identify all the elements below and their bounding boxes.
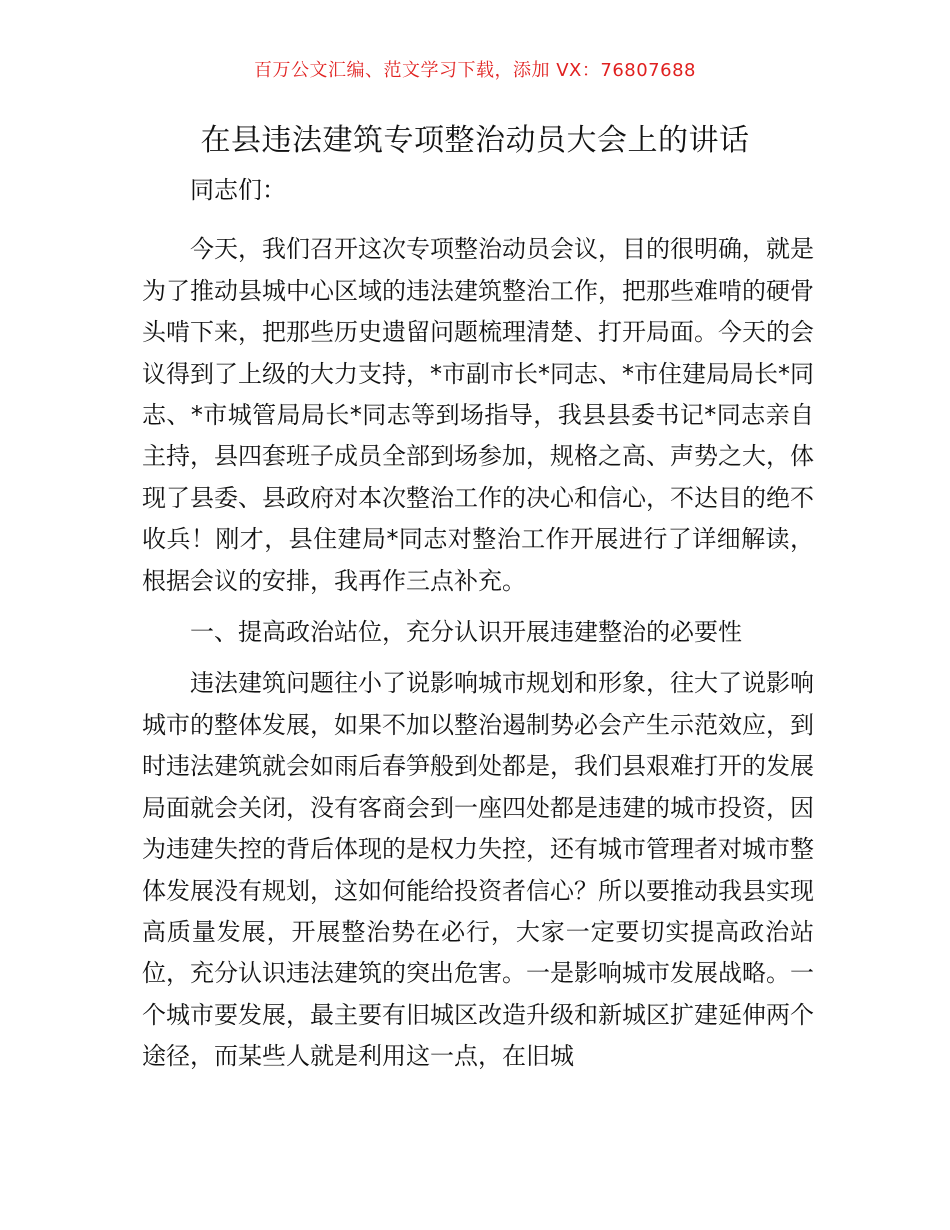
body-paragraph: 今天，我们召开这次专项整治动员会议，目的很明确，就是为了推动县城中心区域的违法建筑整治工作，把那些难啃的硬骨头啃下来，把那些历史遗留问题梳理清楚、打开局面。今天的会议得到了上级的大力支持，*市副市长*同志、*市住建局局长*同志、*市城管局局长*同志等到场指导，我县县委书记*同志亲自主持，县四套班子成员全部到场参加，规格之高、声势之大，体现了县委、县政府对本次整治工作的决心和信心，不达目的绝不收兵！刚才，县住建局*同志对整治工作开展进行了详细解读，根据会议的安排，我再作三点补充。 — [142, 235, 814, 595]
salutation: 同志们： — [190, 176, 286, 204]
section-paragraph: 违法建筑问题往小了说影响城市规划和形象，往大了说影响城市的整体发展，如果不加以整治遏制势必会产生示范效应，到时违法建筑就会如雨后春笋般到处都是，我们县艰难打开的发展局面就会关闭，没有客商会到一座四处都是违建的城市投资，因为违建失控的背后体现的是权力失控，还有城市管理者对城市整体发展没有规划，这如何能给投资者信心？所以要推动我县实现高质量发展，开展整治势在必行，大家一定要切实提高政治站位，充分认识违法建筑的突出危害。一是影响城市发展战略。一个城市要发展，最主要有旧城区改造升级和新城区扩建延伸两个途径，而某些人就是利用这一点，在旧城 — [142, 669, 814, 1071]
document-title: 在县违法建筑专项整治动员大会上的讲话 — [200, 123, 750, 158]
section-heading: 一、提高政治站位，充分认识开展违建整治的必要性 — [190, 618, 742, 647]
promo-header: 百万公文汇编、范文学习下载，添加 VX：76807688 — [254, 60, 696, 81]
document-body — [142, 170, 814, 1088]
